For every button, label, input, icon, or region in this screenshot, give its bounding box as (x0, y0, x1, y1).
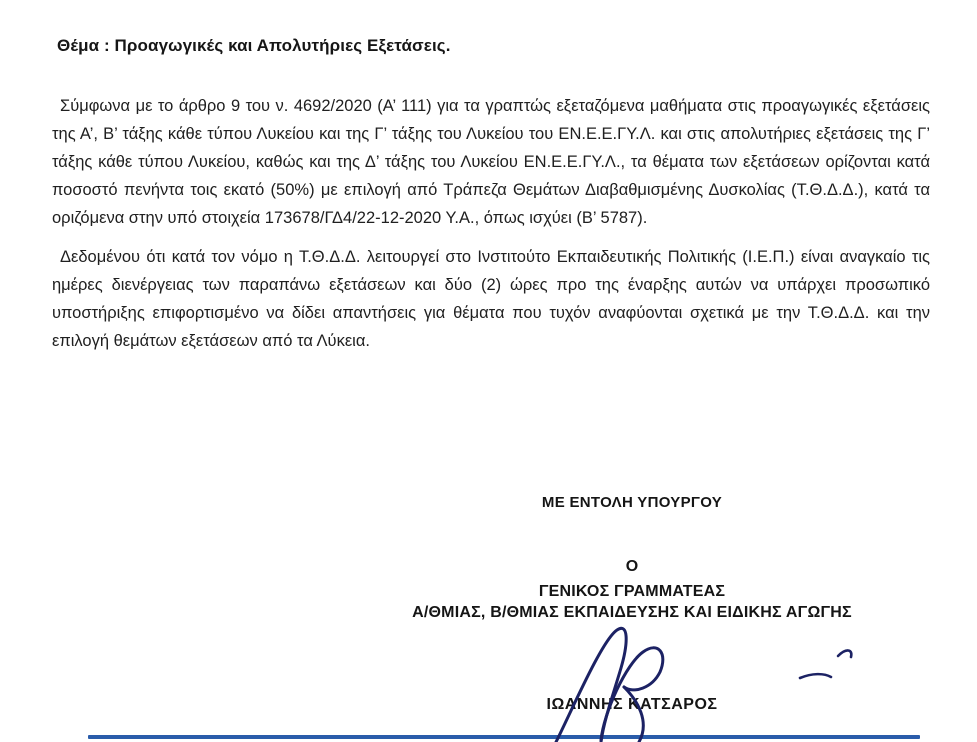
signatory-department: Α/ΘΜΙΑΣ, Β/ΘΜΙΑΣ ΕΚΠΑΙΔΕΥΣΗΣ ΚΑΙ ΕΙΔΙΚΗΣ ΑΓΩΓΗΣ (412, 604, 852, 621)
signatory-article: Ο (625, 558, 639, 575)
body-paragraph-1: Σύμφωνα με το άρθρο 9 του ν. 4692/2020 (Α’ 111) για τα γραπτώς εξεταζόμενα μαθήματα στις προαγωγικές εξετάσεις της Α’, Β’ τάξης κάθε τύπου Λυκείου και της Γ’ τάξης του Λυκείου του ΕΝ.Ε.Ε.ΓΥ.Λ. και στις απολυτήριες εξετάσεις της Γ’ τάξης κάθε τύπου Λυκείου, καθώς και της Δ’ τάξης του Λυκείου ΕΝ.Ε.Ε.ΓΥ.Λ., τα θέματα των εξετάσεων ορίζονται κατά ποσοστό πενήντα τοις εκατό (50%) με επιλογή από Τράπεζα Θεμάτων Διαβαθμισμένης Δυσκολίας (Τ.Θ.Δ.Δ.), κατά τα οριζόμενα στην υπό στοιχεία 173678/ΓΔ4/22-12-2020 Υ.Α., όπως ισχύει (Β’ 5787). (52, 97, 930, 227)
subject-line: Θέμα : Προαγωγικές και Απολυτήριες Εξετάσεις. (57, 36, 451, 55)
footer-rule (88, 735, 920, 739)
by-order-of-minister-line: ΜΕ ΕΝΤΟΛΗ ΥΠΟΥΡΓΟΥ (541, 494, 723, 511)
signatory-title: ΓΕΝΙΚΟΣ ΓΡΑΜΜΑΤΕΑΣ (538, 583, 726, 600)
signatory-name: ΙΩΑΝΝΗΣ ΚΑΤΣΑΡΟΣ (546, 696, 718, 713)
handwritten-signature-image (480, 624, 880, 742)
body-paragraph-2: Δεδομένου ότι κατά τον νόμο η Τ.Θ.Δ.Δ. λειτουργεί στο Ινστιτούτο Εκπαιδευτικής Πολιτικής (Ι.Ε.Π.) είναι αναγκαίο τις ημέρες διενέργειας των παραπάνω εξετάσεων και δύο (2) ώρες προ της έναρξης αυτών να υπάρχει προσωπικό υποστήριξης επιφορτισμένο να δίδει απαντήσεις για θέματα που τυχόν αναφύονται σχετικά με την Τ.Θ.Δ.Δ. και την επιλογή θεμάτων εξετάσεων από τα Λύκεια. (52, 248, 930, 350)
